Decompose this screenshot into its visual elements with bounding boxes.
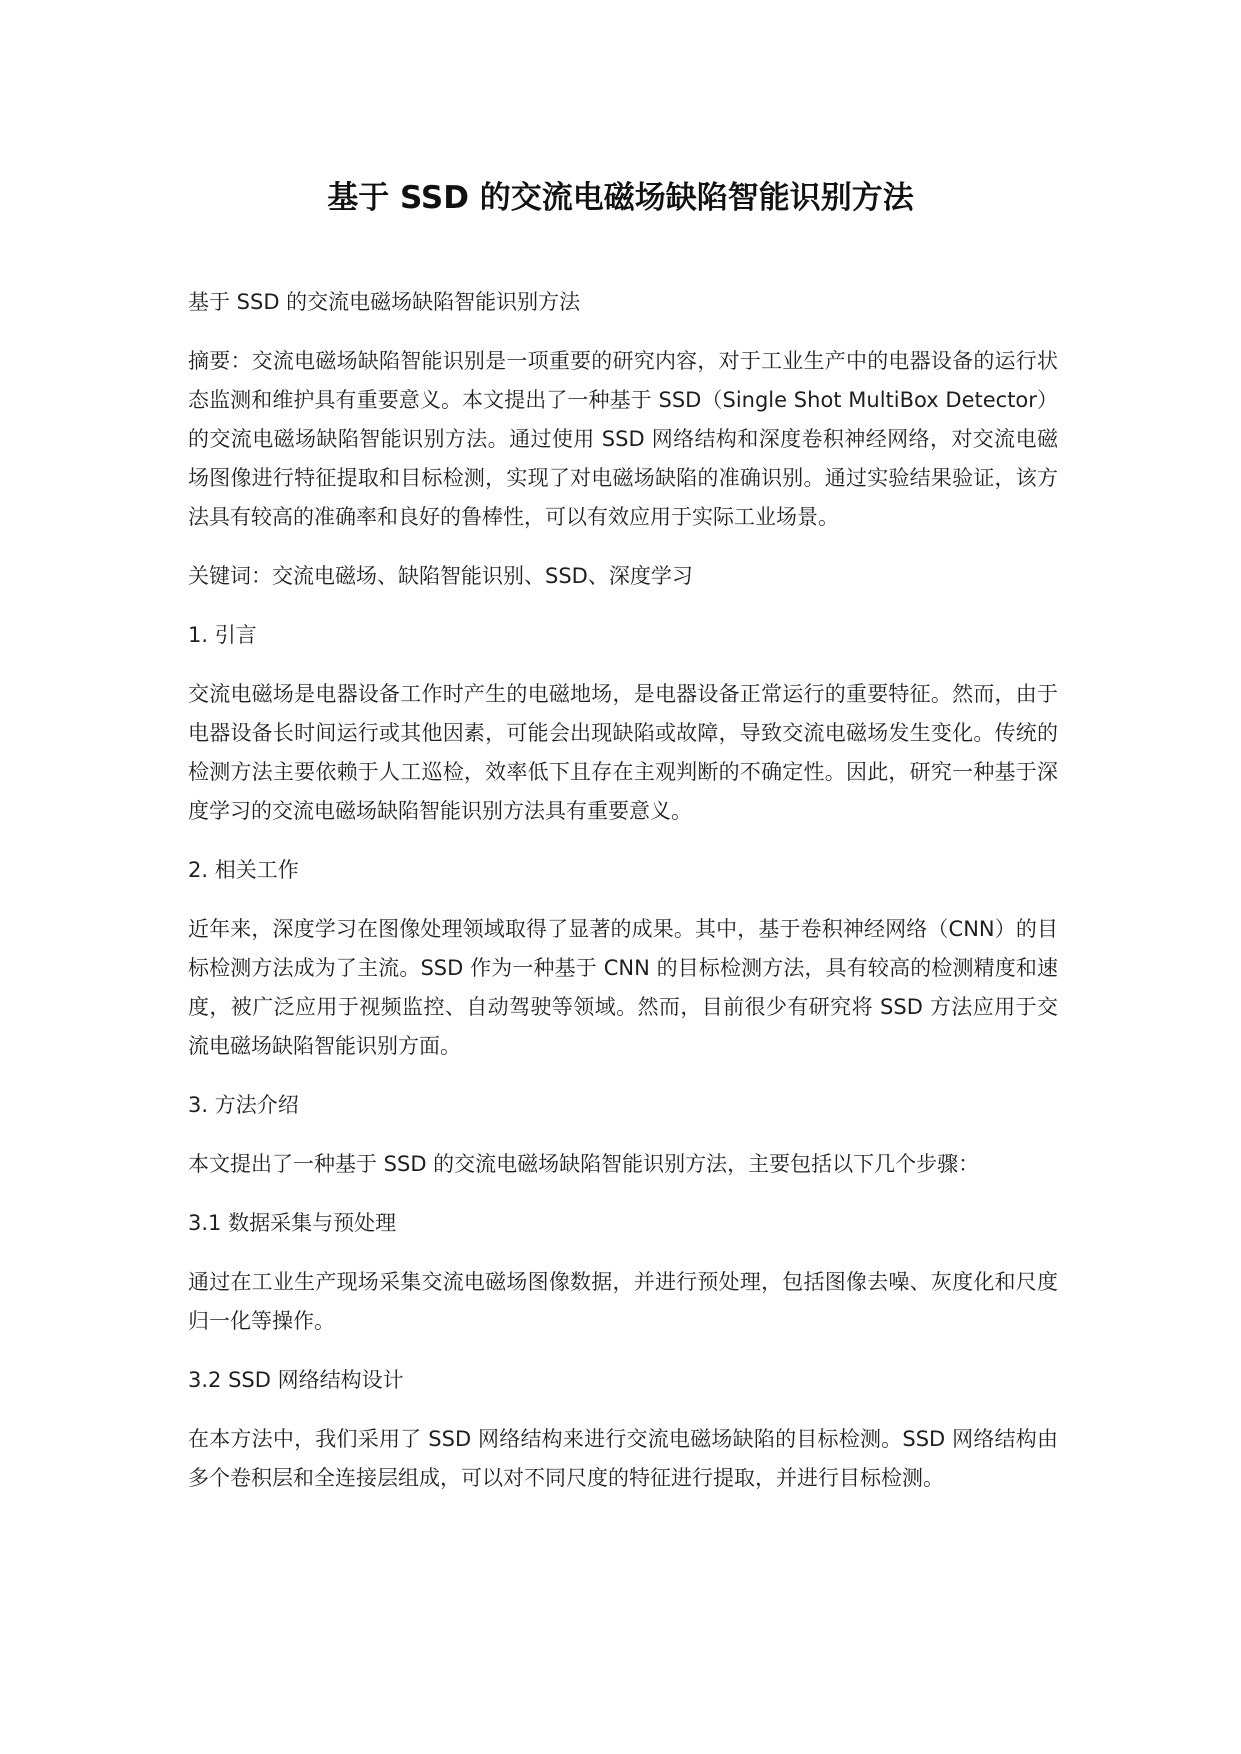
network-design-paragraph: 在本方法中，我们采用了 SSD 网络结构来进行交流电磁场缺陷的目标检测。SSD 网络结构由多个卷积层和全连接层组成，可以对不同尺度的特征进行提取，并进行目标检测。 (188, 1427, 1058, 1490)
related-work-paragraph: 近年来，深度学习在图像处理领域取得了显著的成果。其中，基于卷积神经网络（CNN）的目标检测方法成为了主流。SSD 作为一种基于 CNN 的目标检测方法，具有较高的检测精度和速度，被广泛应用于视频监控、自动驾驶等领域。然而，目前很少有研究将 SSD 方法应用于交流电磁场缺陷智能识别方面。 (188, 917, 1058, 1058)
subsection-heading-network-design: 3.2 SSD 网络结构设计 (188, 1368, 404, 1392)
document-title: 基于 SSD 的交流电磁场缺陷智能识别方法 (327, 180, 914, 216)
subtitle-paragraph: 基于 SSD 的交流电磁场缺陷智能识别方法 (188, 290, 581, 314)
section-heading-related-work: 2. 相关工作 (188, 858, 299, 882)
method-intro-paragraph: 本文提出了一种基于 SSD 的交流电磁场缺陷智能识别方法，主要包括以下几个步骤： (188, 1152, 980, 1176)
section-heading-method: 3. 方法介绍 (188, 1093, 299, 1117)
data-collection-paragraph: 通过在工业生产现场采集交流电磁场图像数据，并进行预处理，包括图像去噪、灰度化和尺度归一化等操作。 (188, 1270, 1058, 1333)
abstract-paragraph: 摘要：交流电磁场缺陷智能识别是一项重要的研究内容，对于工业生产中的电器设备的运行状态监测和维护具有重要意义。本文提出了一种基于 SSD（Single Shot MultiBox Detector）的交流电磁场缺陷智能识别方法。通过使用 SSD 网络结构和深度卷积神经网络，对交流电磁场图像进行特征提取和目标检测，实现了对电磁场缺陷的准确识别。通过实验结果验证，该方法具有较高的准确率和良好的鲁棒性，可以有效应用于实际工业场景。 (188, 349, 1058, 529)
section-heading-introduction: 1. 引言 (188, 623, 257, 647)
keywords-paragraph: 关键词：交流电磁场、缺陷智能识别、SSD、深度学习 (188, 564, 693, 588)
introduction-paragraph: 交流电磁场是电器设备工作时产生的电磁地场，是电器设备正常运行的重要特征。然而，由于电器设备长时间运行或其他因素，可能会出现缺陷或故障，导致交流电磁场发生变化。传统的检测方法主要依赖于人工巡检，效率低下且存在主观判断的不确定性。因此，研究一种基于深度学习的交流电磁场缺陷智能识别方法具有重要意义。 (188, 682, 1058, 823)
document-body (188, 283, 1058, 1518)
subsection-heading-data-collection: 3.1 数据采集与预处理 (188, 1211, 397, 1235)
